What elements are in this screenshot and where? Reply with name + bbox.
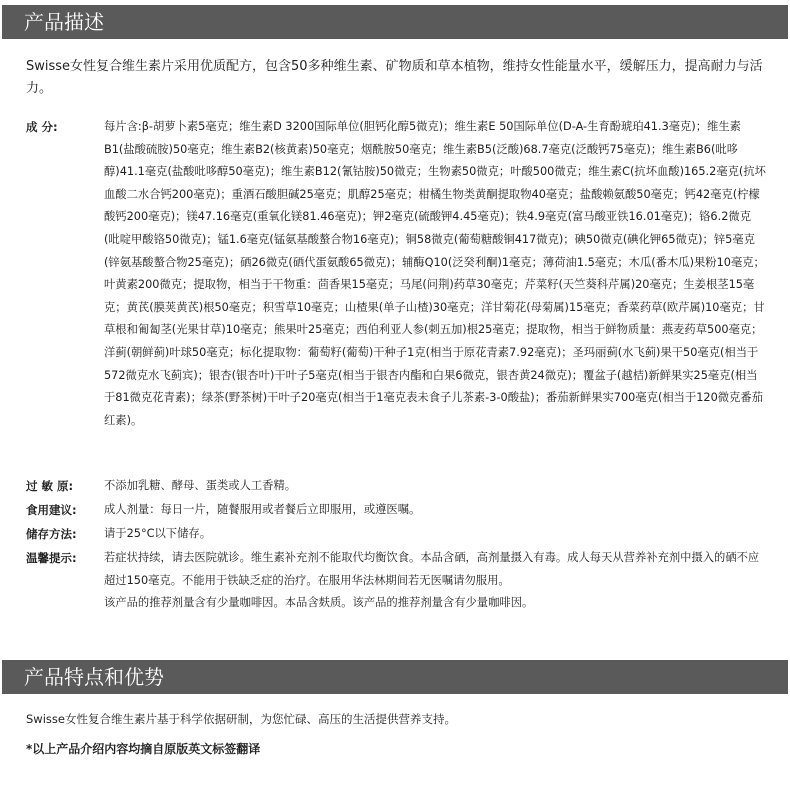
spec-label: 温馨提示:: [26, 551, 77, 565]
product-intro: Swisse女性复合维生素片采用优质配方，包含50多种维生素、矿物质和草本植物，维持女性能量水平，缓解压力，提高耐力与活力。: [26, 59, 763, 96]
warning-paragraph: 该产品的推荐剂量含有少量咖啡因。本品含麸质。该产品的推荐剂量含有少量咖啡因。: [104, 596, 534, 610]
spec-row-allergen: [26, 475, 766, 498]
section-header-description: [2, 5, 788, 39]
warning-paragraph: 若症状持续，请去医院就诊。维生素补充剂不能取代均衡饮食。本品含硒，高剂量摄入有毒。成人每天从营养补充剂中摄入的硒不应超过150毫克。不能用于铁缺乏症的治疗。在服用华法林期间若无医嘱请勿服用。: [104, 551, 760, 587]
spec-value: 成人剂量：每日一片，随餐服用或者餐后立即服用，或遵医嘱。: [104, 503, 421, 516]
spec-row-warning: [26, 547, 766, 615]
spec-label: 成 分:: [26, 120, 58, 134]
section-title: 产品描述: [24, 10, 104, 34]
spec-value: [104, 547, 766, 615]
section-header-features: [2, 660, 788, 694]
spec-label: 食用建议:: [26, 503, 77, 517]
section-title: 产品特点和优势: [24, 665, 164, 689]
spec-label: 过 敏 原:: [26, 479, 74, 493]
translation-footnote: *以上产品介绍内容均摘自原版英文标签翻译: [26, 742, 261, 756]
features-text: Swisse女性复合维生素片基于科学依据研制，为您忙碌、高压的生活提供营养支持。: [26, 712, 456, 726]
spec-value: 请于25°C以下储存。: [104, 527, 211, 540]
spec-value: 每片含:β-胡萝卜素5毫克；维生素D 3200国际单位(胆钙化醇5微克)；维生素E 50国际单位(D-A-生育酚琥珀41.3毫克)；维生素B1(盐酸硫胺)50毫克；维生素B2(核黄素)50毫克；烟酰胺50毫克；维生素B5(泛酸)68.7毫克(泛酸钙75毫克)；维生素B6(吡哆醇)41.1毫克(盐酸吡哆醇50毫克)；维生素B12(氰钴胺)50微克；生物素50微克；叶酸500微克；维生素C(抗坏血酸)165.2毫克(抗坏血酸二水合钙200毫克)；重酒石酸胆碱25毫克；肌醇25毫克；柑橘生物类黄酮提取物40毫克；盐酸赖氨酸50毫克；钙42毫克(柠檬酸钙200毫克)；镁47.16毫克(重氧化镁81.46毫克)；钾2毫克(硫酸钾4.45毫克)；铁4.9毫克(富马酸亚铁16.01毫克)；铬6.2微克(吡啶甲酸铬50微克)；锰1.6毫克(锰氨基酸螯合物16毫克)；铜58微克(葡萄糖酸铜417微克)；碘50微克(碘化钾65微克)；锌5毫克(锌氨基酸螯合物25毫克)；硒26微克(硒代蛋氨酸65微克)；辅酶Q10(泛癸利酮)1毫克；薄荷油1.5毫克；木瓜(番木瓜)果粉10毫克；叶黄素200微克；提取物，相当于干物重：茴香果15毫克；马尾(问荆)药草30毫克；芹菜籽(天竺葵科芹属)20毫克；生姜根茎15毫克；黄芪(膜荚黄芪)根50毫克；积雪草10毫克；山楂果(单子山楂)30毫克；洋甘菊花(母菊属)15毫克；香菜药草(欧芹属)10毫克；甘草根和匍匐茎(光果甘草)10毫克；熊果叶25毫克；西伯利亚人参(刺五加)根25毫克；提取物，相当于鲜物质量：燕麦药草500毫克；洋蓟(朝鲜蓟)叶球50毫克；标化提取物：葡萄籽(葡萄)干种子1克(相当于原花青素7.92毫克)；圣玛丽蓟(水飞蓟)果干50毫克(相当于572微克水飞蓟宾)；银杏(银杏叶)干叶子5毫克(相当于银杏内酯和白果6微克，银杏黄24微克)；覆盆子(越桔)新鲜果实25毫克(相当于81微克花青素)；绿茶(野茶树)干叶子20毫克(相当于1毫克表未食子儿茶素-3-0酸盐)；番茄新鲜果实700毫克(相当于120微克番茄红素)。: [104, 120, 766, 427]
spec-row-storage: [26, 523, 766, 546]
spec-row-usage: [26, 499, 766, 522]
spec-label: 储存方法:: [26, 527, 77, 541]
spec-row-ingredients: [26, 116, 766, 432]
spec-value: 不添加乳糖、酵母、蛋类或人工香精。: [104, 479, 297, 492]
